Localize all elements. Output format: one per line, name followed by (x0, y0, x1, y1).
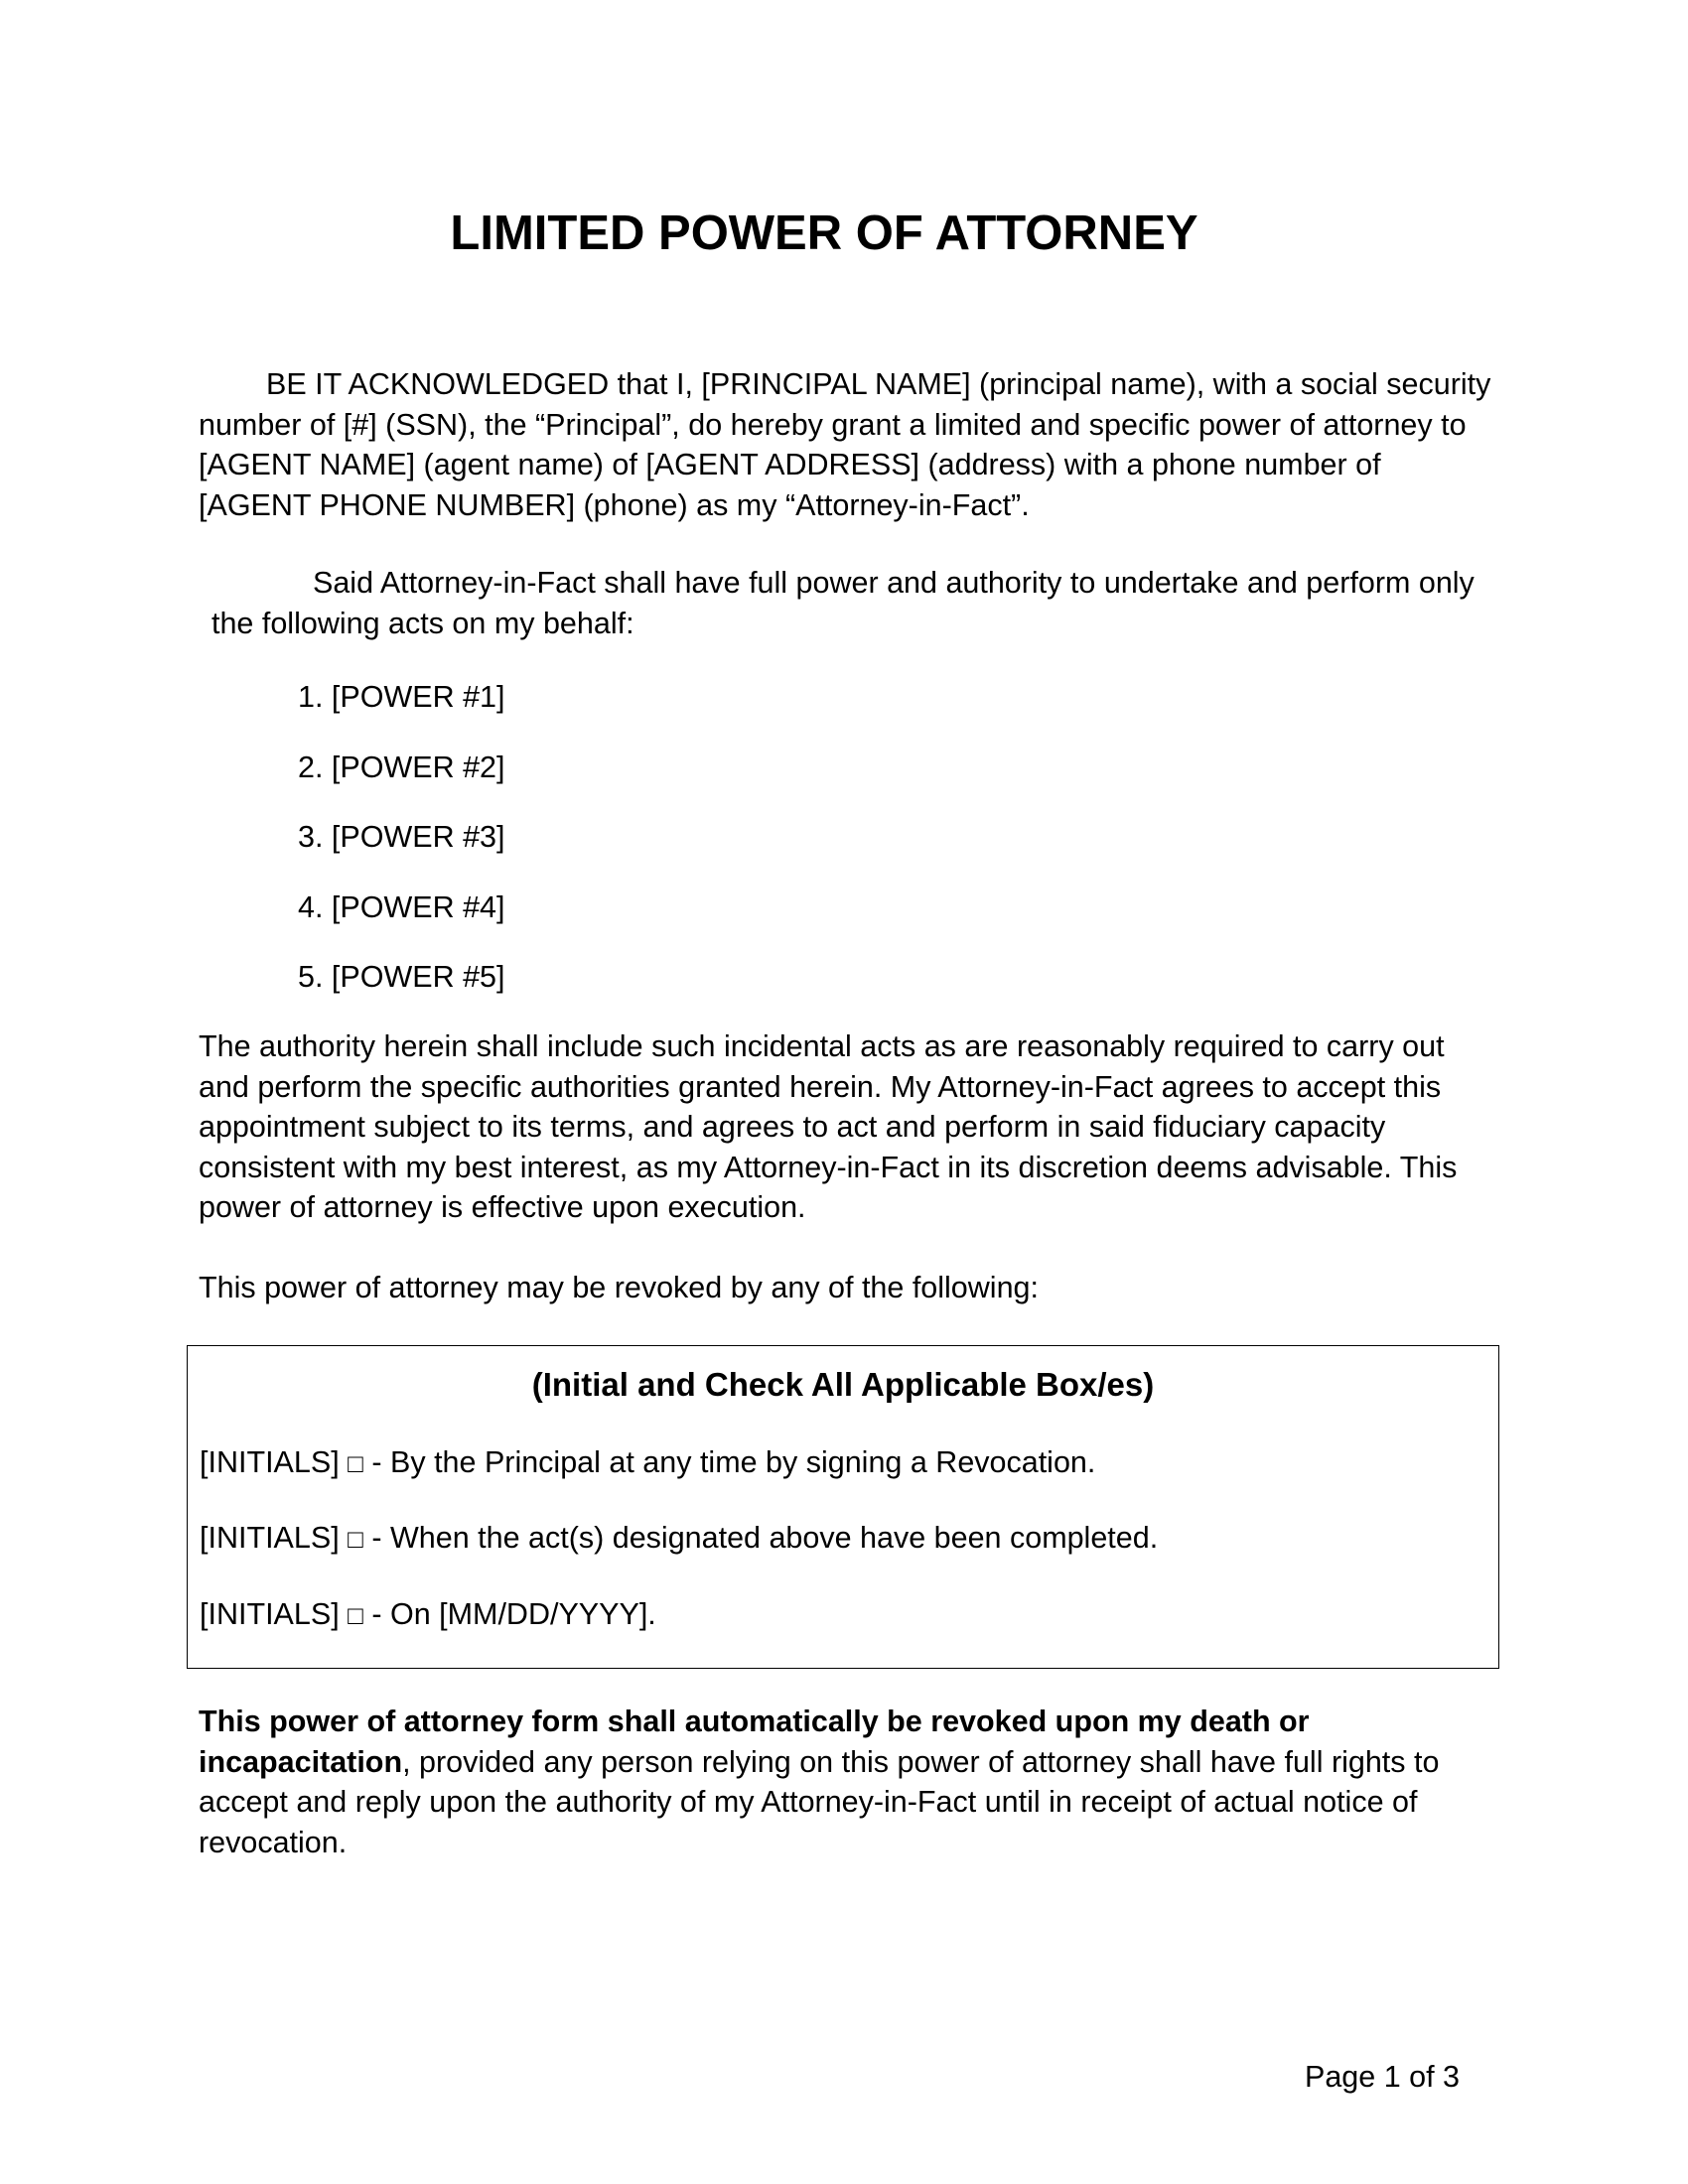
power-item-1: 1. [POWER #1] (298, 680, 505, 714)
power-item-2: 2. [POWER #2] (298, 750, 505, 784)
power-item-3: 3. [POWER #3] (298, 820, 505, 854)
acknowledgment-paragraph: BE IT ACKNOWLEDGED that I, [PRINCIPAL NAME] (principal name), with a social security number of [#] (SSN), the “Principal”, do hereby grant a limited and specific power of attorney to [AGENT NAME] (agent name) of [AGENT ADDRESS] (address) with a phone number of [AGENT PHONE NUMBER] (phone) as my “Attorney-in-Fact”. (199, 367, 1491, 522)
revocation-option-1 (200, 1442, 1095, 1483)
initials-field[interactable]: [INITIALS] (200, 1521, 340, 1555)
power-item-4: 4. [POWER #4] (298, 889, 505, 924)
revocation-option-text: - By the Principal at any time by signing a Revocation. (371, 1445, 1096, 1479)
revocation-box-heading: (Initial and Check All Applicable Box/es) (531, 1366, 1155, 1403)
auto-revocation-bold-text: This power of attorney form shall automatically be revoked upon my death or incapacitation (199, 1705, 1310, 1779)
auto-revocation-paragraph (199, 1702, 1499, 1862)
document-title: LIMITED POWER OF ATTORNEY (450, 206, 1198, 260)
initials-field[interactable]: [INITIALS] (200, 1445, 340, 1479)
powers-list (298, 677, 504, 1027)
revocation-option-text: - On [MM/DD/YYYY]. (371, 1597, 656, 1631)
revocation-option-2 (200, 1518, 1158, 1559)
checkbox-icon[interactable]: □ (348, 1524, 363, 1554)
incidental-acts-paragraph: The authority herein shall include such incidental acts as are reasonably required to carry out and perform the specific authorities granted herein. My Attorney-in-Fact agrees to accept this appointment subject to its terms, and agrees to act and perform in said fiduciary capacity consistent with my best interest, as my Attorney-in-Fact in its discretion deems advisable. This power of attorney is effective upon execution. (199, 1029, 1458, 1224)
revocation-option-3 (200, 1594, 656, 1635)
checkbox-icon[interactable]: □ (348, 1600, 363, 1630)
checkbox-icon[interactable]: □ (348, 1448, 363, 1478)
initials-field[interactable]: [INITIALS] (200, 1597, 340, 1631)
authority-intro-paragraph: Said Attorney-in-Fact shall have full power and authority to undertake and perform only the following acts on my behalf: (211, 566, 1475, 640)
power-item-5: 5. [POWER #5] (298, 960, 505, 994)
page-number: Page 1 of 3 (1304, 2060, 1460, 2094)
revocation-option-text: - When the act(s) designated above have been completed. (371, 1521, 1159, 1555)
revocation-options-box (187, 1345, 1499, 1669)
revocation-intro-paragraph: This power of attorney may be revoked by any of the following: (199, 1271, 1039, 1304)
auto-revocation-text: , provided any person relying on this power of attorney shall have full rights to accept and reply upon the authority of my Attorney-in-Fact until in receipt of actual notice of revocation. (199, 1744, 1440, 1859)
